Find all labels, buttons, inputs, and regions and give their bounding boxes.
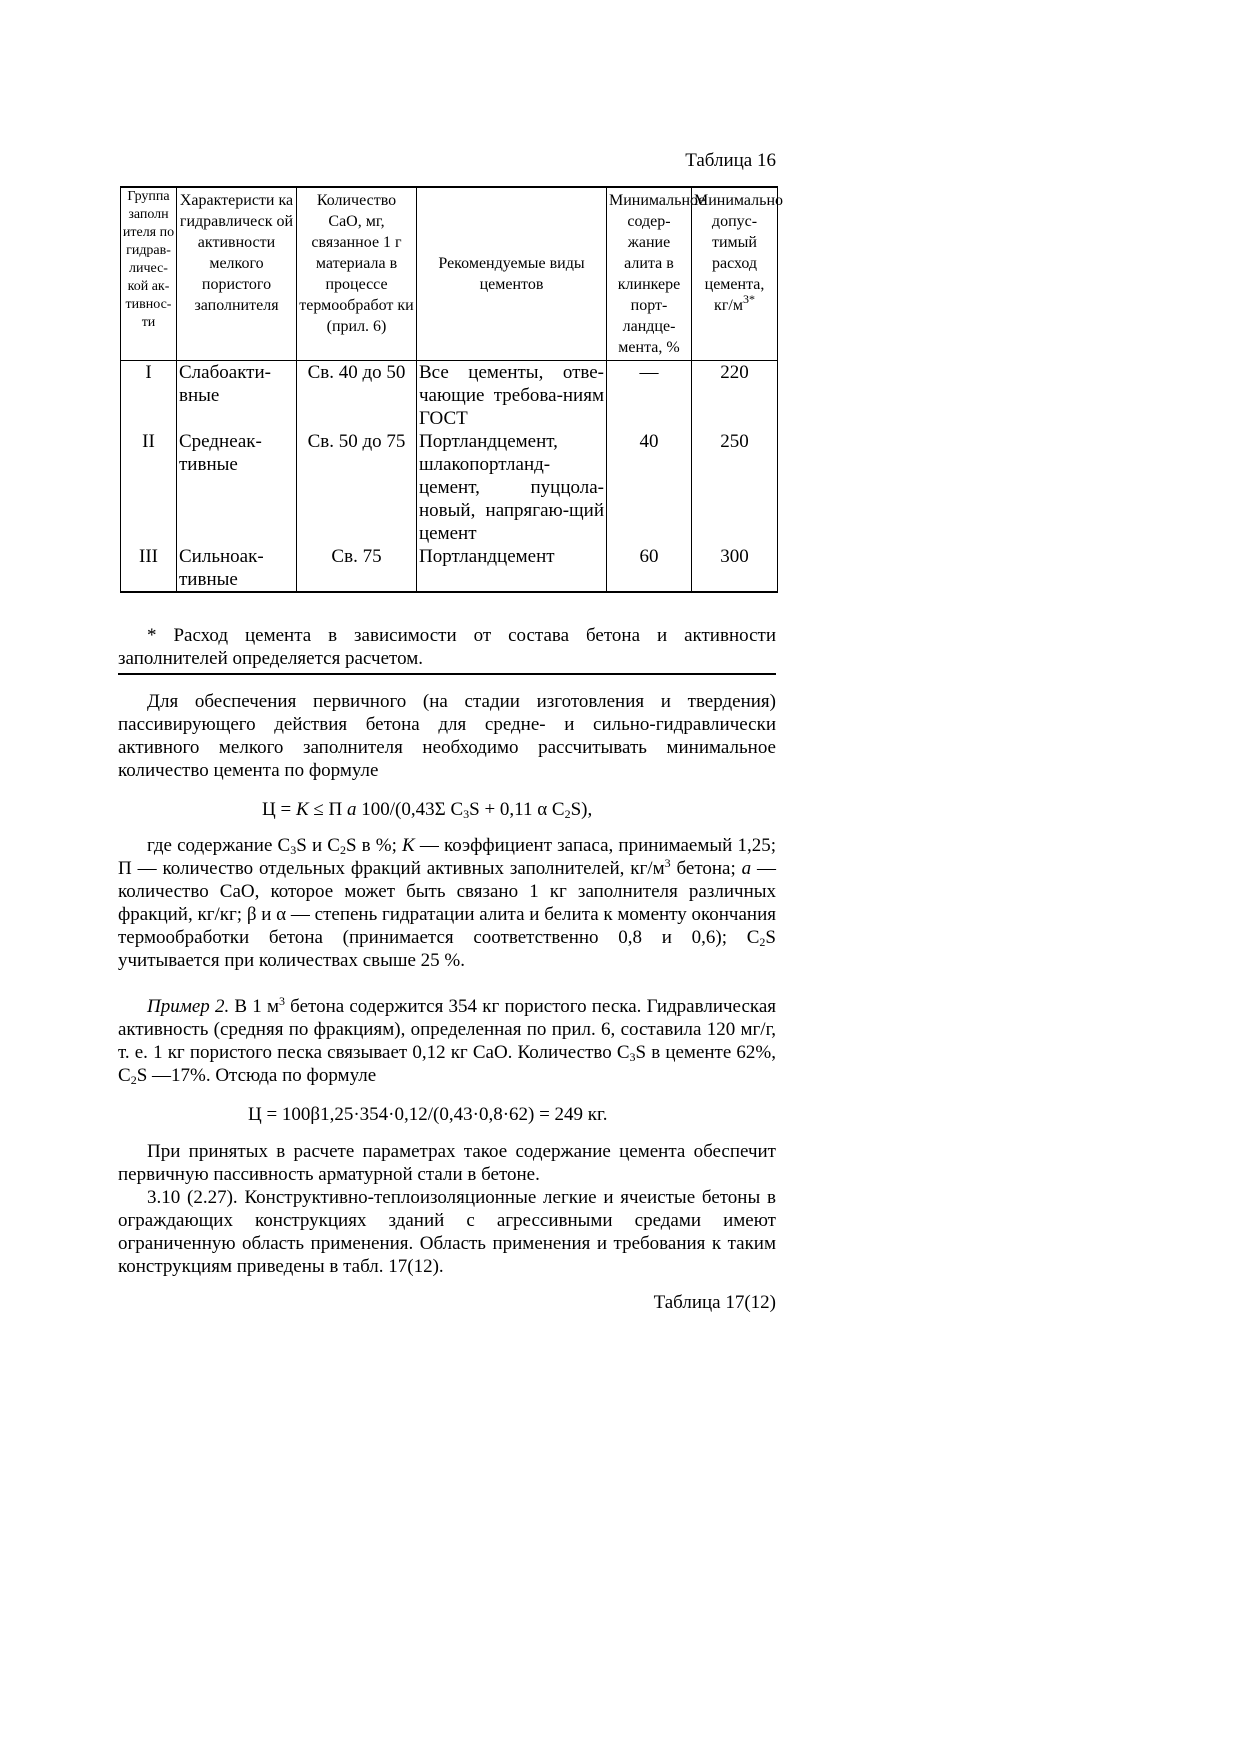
cell-characteristic: Сильноак-тивные — [177, 545, 297, 592]
header-consumption — [692, 187, 784, 361]
cell-group: III — [121, 545, 177, 592]
header-group: Группа заполн ителя по гидрав-личес-кой ак-тивнос-ти — [121, 187, 177, 361]
paragraph-3-example: Пример 2. В 1 $м^3$ бетона содержится 354 кг пористого песка. Гидравлическая активность (средняя по фракциям), определенная по прил. 6, составила 120 мг/г, т. е. 1 кг пористого песка связывает 0,12 кг CaO. Количество $C_3S$ в цементе 62%, $C_2S$ —17%. Отсюда по формуле — [118, 994, 776, 1087]
header-consumption-text: Минимально допус-тимый расход цемента, кг/м — [694, 192, 784, 314]
table-header-row — [121, 187, 778, 361]
formula-2: Ц = 100β1,25·354·0,12/(0,43·0,8·62) = 249 кг. — [248, 1104, 608, 1125]
cell-cao: Св. 75 — [297, 545, 417, 592]
cell-group: II — [121, 430, 177, 545]
cell-cao: Св. 40 до 50 — [297, 361, 417, 431]
table16-footnote: * Расход цемента в зависимости от состава бетона и активности заполнителей определяется расчетом. — [118, 624, 776, 675]
header-cements: Рекомендуемые виды цементов — [417, 187, 607, 361]
cell-cements: Портландцемент, шлакопортланд-цемент, пуццола-новый, напрягаю-щий цемент — [417, 430, 607, 545]
paragraph-4: При принятых в расчете параметрах такое содержание цемента обеспечит первичную пассивность арматурной стали в бетоне. — [118, 1141, 776, 1185]
cell-consumption: 250 — [692, 430, 778, 545]
cell-alite: — — [607, 361, 692, 431]
cell-alite: 40 — [607, 430, 692, 545]
header-cao: Количество CaO, мг, связанное 1 г материала в процессе термообработ ки (прил. 6) — [297, 187, 417, 361]
cell-consumption: 300 — [692, 545, 778, 592]
cell-characteristic: Среднеак-тивные — [177, 430, 297, 545]
table16-caption: Таблица 16 — [685, 150, 776, 171]
table-row — [121, 361, 778, 431]
cell-consumption: 220 — [692, 361, 778, 431]
cell-alite: 60 — [607, 545, 692, 592]
header-characteristic: Характеристи ка гидравлическ ой активности мелкого пористого заполнителя — [177, 187, 297, 361]
table-row — [121, 545, 778, 592]
table-16 — [120, 186, 784, 593]
cell-cements: Все цементы, отве-чающие требова-ниям ГОСТ — [417, 361, 607, 431]
table17-caption: Таблица 17(12) — [653, 1292, 776, 1313]
cell-group: I — [121, 361, 177, 431]
paragraph-2: где содержание $C_3S$ и $C_2S$ в %; K — коэффициент запаса, принимаемый 1,25; П — количество отдельных фракций активных заполнителей, $кг/м^3$ бетона; a — количество CaO, которое может быть связано 1 кг заполнителя различных фракций, кг/кг; β и α — степень гидратации алита и белита к моменту окончания термообработки бетона (принимается соответственно 0,8 и 0,6); $C_2S$ учитывается при количествах свыше 25 %. — [118, 835, 776, 971]
cell-cements: Портландцемент — [417, 545, 607, 592]
formula-1: Ц = K ≤ П a 100/(0,43Σ $C_3S + 0,11$ α $C_2S$), — [262, 799, 593, 821]
cell-characteristic: Слабоакти-вные — [177, 361, 297, 431]
table-row — [121, 430, 778, 545]
cell-cao: Св. 50 до 75 — [297, 430, 417, 545]
header-alite: Минимальное содер-жание алита в клинкере порт-ландце-мента, % — [607, 187, 692, 361]
paragraph-1: Для обеспечения первичного (на стадии изготовления и твердения) пассивирующего действия бетона для средне- и сильно-гидравлически активного мелкого заполнителя необходимо рассчитывать минимальное количество цемента по формуле — [118, 691, 776, 781]
paragraph-5: 3.10 (2.27). Конструктивно-теплоизоляционные легкие и ячеистые бетоны в ограждающих конструкциях зданий с агрессивными средами имеют ограниченную область применения. Область применения и требования к таким конструкциям приведены в табл. 17(12). — [118, 1187, 776, 1277]
header-consumption-sup: 3* — [742, 292, 755, 306]
